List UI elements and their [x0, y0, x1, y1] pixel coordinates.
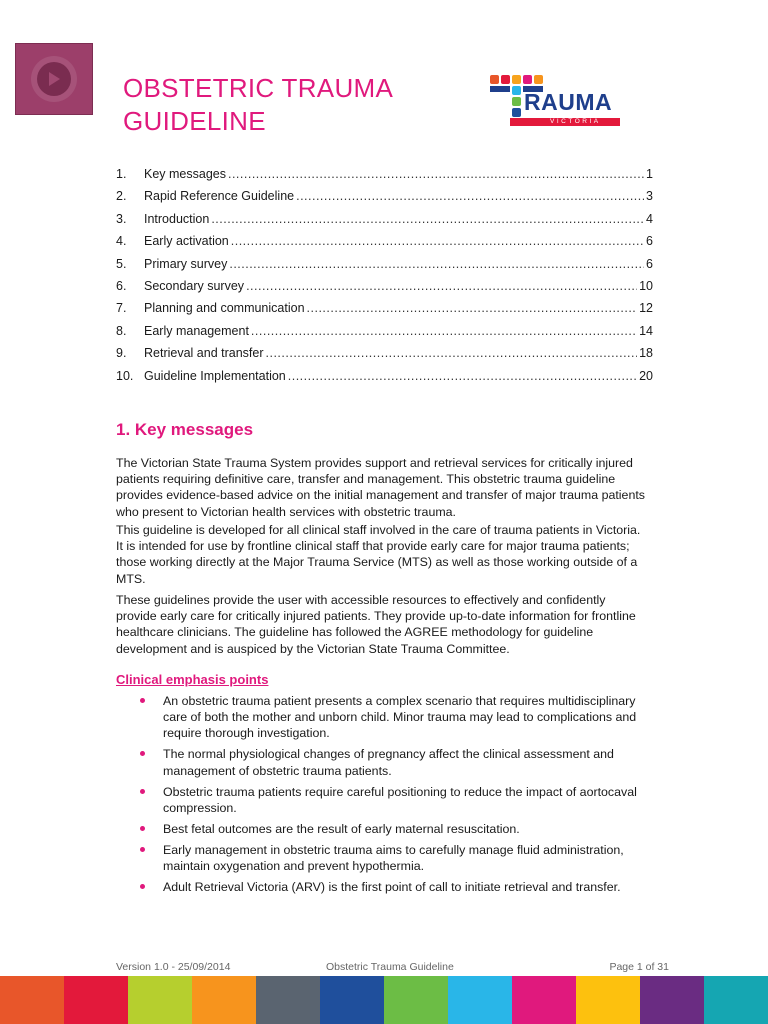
stripe-segment [256, 976, 320, 1024]
toc-item[interactable]: 5. Primary survey ..... 6 [116, 253, 653, 275]
stripe-segment [192, 976, 256, 1024]
clinical-emphasis-heading[interactable]: Clinical emphasis points [116, 672, 269, 687]
stripe-segment [0, 976, 64, 1024]
bullet-icon [140, 847, 145, 852]
toc-item[interactable]: 7. Planning and communication ..... 12 [116, 297, 653, 319]
toc-item[interactable]: 2. Rapid Reference Guideline ..... 3 [116, 185, 653, 207]
stripe-segment [512, 976, 576, 1024]
logo-subtext: VICTORIA [550, 118, 601, 125]
toc-item[interactable]: 8. Early management ..... 14 [116, 320, 653, 342]
play-button[interactable] [31, 56, 77, 102]
footer-title: Obstetric Trauma Guideline [326, 961, 454, 973]
stripe-segment [384, 976, 448, 1024]
trauma-victoria-logo [488, 73, 624, 129]
bullet-icon [140, 751, 145, 756]
document-title [123, 72, 393, 138]
stripe-segment [576, 976, 640, 1024]
stripe-segment [704, 976, 768, 1024]
logo-text: RAUMA [524, 89, 613, 115]
paragraph: These guidelines provide the user with accessible resources to effectively and confidently provide early care for critically injured patients. They provide up-to-date information for frontline healthcare clinicians. The guideline has followed the AGREE methodology for guideline development and is auspiced by the Victorian State Trauma Committee. [116, 593, 636, 656]
list-item: Best fetal outcomes are the result of early maternal resuscitation. [140, 821, 650, 837]
color-stripe [0, 976, 768, 1024]
list-item: An obstetric trauma patient presents a complex scenario that requires multidisciplinary care of both the mother and unborn child. Minor trauma may lead to complications and require thorough investigation. [140, 693, 650, 742]
toc-item[interactable]: 1. Key messages ..... 1 [116, 163, 653, 185]
emphasis-bullet-list [140, 693, 650, 900]
title-line-2: GUIDELINE [123, 106, 266, 136]
list-item: Adult Retrieval Victoria (ARV) is the first point of call to initiate retrieval and transfer. [140, 879, 650, 895]
title-line-1: OBSTETRIC TRAUMA [123, 73, 394, 103]
video-thumbnail[interactable] [15, 43, 93, 115]
paragraph: The Victorian State Trauma System provides support and retrieval services for critically injured patients requiring definitive care, transfer and management. This obstetric trauma guideline provides evidence-based advice on the initial management and transfer of major trauma patients who present to Victorian health services with obstetric trauma. [116, 456, 645, 519]
paragraph: This guideline is developed for all clinical staff involved in the care of trauma patients in Victoria. It is intended for use by frontline clinical staff that provide early care for major trauma patients; those working directly at the Major Trauma Service (MTS) as well as those working outside of a MTS. [116, 523, 641, 586]
stripe-segment [640, 976, 704, 1024]
list-item: The normal physiological changes of pregnancy affect the clinical assessment and management of obstetric trauma patients. [140, 746, 650, 778]
list-item: Obstetric trauma patients require careful positioning to reduce the impact of aortocaval compression. [140, 784, 650, 816]
section-heading-key-messages: 1. Key messages [116, 420, 254, 439]
stripe-segment [320, 976, 384, 1024]
list-item: Early management in obstetric trauma aims to carefully manage fluid administration, maintain oxygenation and prevent hypothermia. [140, 842, 650, 874]
stripe-segment [64, 976, 128, 1024]
toc-item[interactable]: 3. Introduction ..... 4 [116, 208, 653, 230]
bullet-icon [140, 884, 145, 889]
footer-version: Version 1.0 - 25/09/2014 [116, 961, 231, 973]
play-icon [46, 70, 62, 88]
toc-item[interactable]: 6. Secondary survey ..... 10 [116, 275, 653, 297]
table-of-contents [116, 163, 653, 387]
footer-page-number: Page 1 of 31 [609, 961, 669, 973]
toc-item[interactable]: 10. Guideline Implementation ..... 20 [116, 365, 653, 387]
bullet-icon [140, 789, 145, 794]
stripe-segment [128, 976, 192, 1024]
bullet-icon [140, 698, 145, 703]
toc-item[interactable]: 9. Retrieval and transfer ..... 18 [116, 342, 653, 364]
bullet-icon [140, 826, 145, 831]
stripe-segment [448, 976, 512, 1024]
toc-item[interactable]: 4. Early activation ..... 6 [116, 230, 653, 252]
